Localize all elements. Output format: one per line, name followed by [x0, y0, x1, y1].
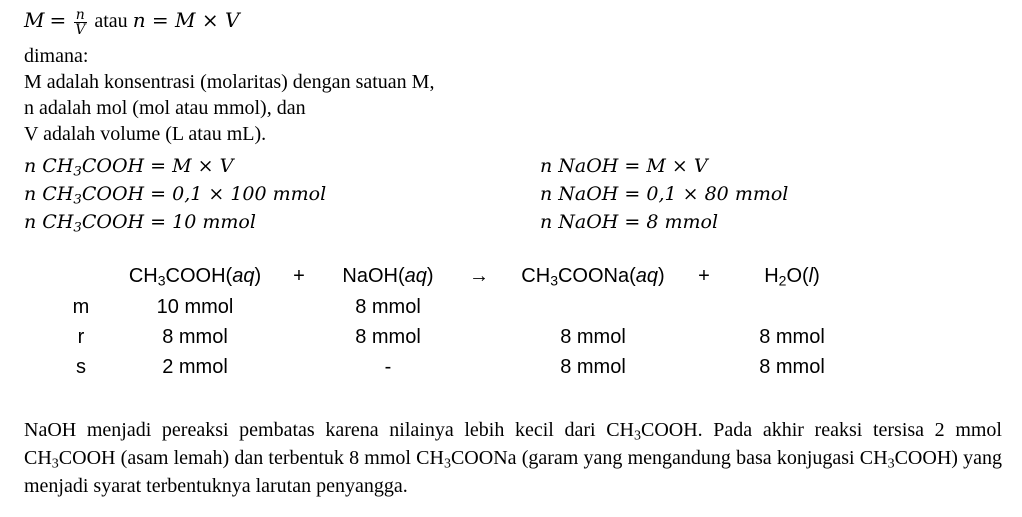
- formula-connector: atau: [94, 10, 128, 33]
- row-label-m: m: [72, 296, 90, 318]
- calc-base-prefix: n NaOH: [540, 211, 619, 233]
- calc-acid-prefix: n CH: [24, 155, 74, 177]
- row-r-salt: 8 mmol: [560, 326, 626, 348]
- formula-lhs: M: [24, 8, 45, 33]
- calc-acid-value: = M × V: [150, 155, 234, 177]
- calc-base-prefix: n NaOH: [540, 155, 619, 177]
- calc-base-value: = 0,1 × 80 mmol: [624, 183, 789, 205]
- calc-acid-suffix: COOH: [81, 155, 145, 177]
- row-m-acid: 10 mmol: [156, 296, 234, 318]
- row-m-base: 8 mmol: [355, 296, 421, 318]
- reaction-salt: $CH_3COONa(aq)$: [521, 265, 665, 289]
- calc-acid-sub: 3: [73, 220, 82, 236]
- calc-acid-prefix: n CH: [24, 183, 74, 205]
- formula-alt: n = M × V: [132, 8, 240, 33]
- definition-m: M adalah konsentrasi (molaritas) dengan satuan M,: [24, 71, 435, 93]
- calc-base-value: = 8 mmol: [624, 211, 719, 233]
- calc-base-line-3: [540, 209, 718, 235]
- calc-acid-value: = 10 mmol: [150, 211, 256, 233]
- reaction-plus-2: +: [698, 265, 710, 287]
- conclusion-paragraph: NaOH menjadi pereaksi pembatas karena nilainya lebih kecil dari $CH_3COOH$. Pada akhir reaksi tersisa 2 mmol $CH_3COOH$ (asam lemah) dan terbentuk 8 mmol $CH_3COONa$ (garam yang mengandung basa konjugasi $CH_3COOH$) yang menjadi syarat terbentuknya larutan penyangga.: [24, 419, 1002, 497]
- reaction-base: NaOH(aq): [342, 265, 434, 287]
- row-s-water: 8 mmol: [759, 356, 825, 378]
- formula-equals: =: [49, 8, 67, 33]
- calc-acid-prefix: n CH: [24, 211, 74, 233]
- reaction-arrow: →: [469, 265, 489, 287]
- calc-acid-sub: 3: [73, 192, 82, 208]
- calc-acid-value: = 0,1 × 100 mmol: [150, 183, 327, 205]
- row-s-salt: 8 mmol: [560, 356, 626, 378]
- definition-v: V adalah volume (L atau mL).: [24, 123, 267, 145]
- calc-acid-sub: 3: [73, 164, 82, 180]
- calc-acid-line-1: [24, 153, 233, 179]
- row-s-base: -: [384, 356, 392, 378]
- formula-numerator: n: [75, 7, 85, 23]
- molarity-formula: [24, 8, 239, 37]
- formula-denominator: V: [75, 22, 86, 38]
- row-r-water: 8 mmol: [759, 326, 825, 348]
- row-r-acid: 8 mmol: [162, 326, 228, 348]
- calc-base-prefix: n NaOH: [540, 183, 619, 205]
- calc-acid-suffix: COOH: [81, 211, 145, 233]
- calc-base-line-2: [540, 181, 788, 207]
- calc-acid-line-3: [24, 209, 256, 235]
- definitions-intro: dimana:: [24, 45, 89, 67]
- calc-acid-line-2: [24, 181, 326, 207]
- reaction-plus-1: +: [293, 265, 305, 287]
- calc-acid-suffix: COOH: [81, 183, 145, 205]
- definition-n: n adalah mol (mol atau mmol), dan: [24, 97, 306, 119]
- formula-fraction: [73, 8, 87, 37]
- reaction-water: $H_2O(l)$: [764, 265, 820, 289]
- row-label-s: s: [76, 356, 86, 378]
- reaction-acid: $CH_3COOH(aq)$: [128, 265, 262, 289]
- row-s-acid: 2 mmol: [162, 356, 228, 378]
- row-r-base: 8 mmol: [355, 326, 421, 348]
- calc-base-value: = M × V: [624, 155, 708, 177]
- row-label-r: r: [77, 326, 85, 348]
- calc-base-line-1: [540, 153, 708, 179]
